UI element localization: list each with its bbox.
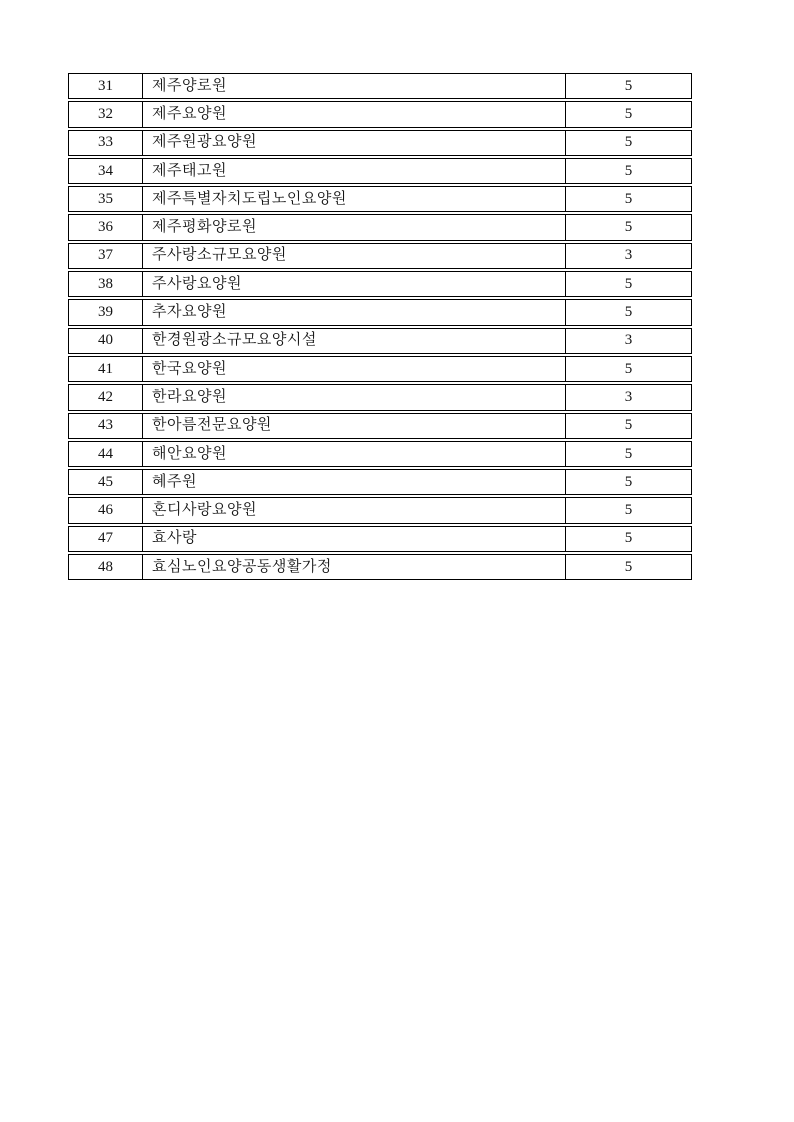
row-number-cell: 43 <box>69 414 143 438</box>
facility-name-cell: 제주원광요양원 <box>143 131 566 155</box>
table-row <box>68 356 692 382</box>
facility-value-cell: 5 <box>624 304 633 321</box>
facility-name-cell: 효사랑 <box>143 527 566 551</box>
table-row <box>68 243 692 269</box>
facility-name-cell: 제주특별자치도립노인요양원 <box>143 187 566 211</box>
facility-value-cell: 5 <box>624 445 633 462</box>
table-row <box>68 158 692 184</box>
row-number-cell: 35 <box>69 187 143 211</box>
row-number-cell: 47 <box>69 527 143 551</box>
facility-value-cell: 5 <box>624 77 633 94</box>
table-row <box>68 526 692 552</box>
row-number-cell: 36 <box>69 215 143 239</box>
facility-value-cell: 5 <box>624 558 633 575</box>
facility-value-cell: 5 <box>624 275 633 292</box>
row-number-cell: 38 <box>69 272 143 296</box>
facility-value-cell: 5 <box>624 219 633 236</box>
table-row <box>68 186 692 212</box>
row-number-cell: 33 <box>69 131 143 155</box>
table-row <box>68 413 692 439</box>
table-row <box>68 214 692 240</box>
table-row <box>68 328 692 354</box>
table-row <box>68 101 692 127</box>
facility-value-cell: 3 <box>624 388 633 405</box>
row-number-cell: 37 <box>69 244 143 268</box>
facility-name-cell: 효심노인요양공동생활가정 <box>143 555 566 579</box>
facility-value-cell: 5 <box>624 162 633 179</box>
facility-value-cell: 5 <box>624 530 633 547</box>
row-number-cell: 32 <box>69 102 143 126</box>
table-row <box>68 73 692 99</box>
facility-value-cell: 5 <box>624 134 633 151</box>
facility-value-cell: 5 <box>624 360 633 377</box>
facility-name-cell: 한라요양원 <box>143 385 566 409</box>
facility-value-cell: 5 <box>624 417 633 434</box>
table-row <box>68 299 692 325</box>
row-number-cell: 46 <box>69 498 143 522</box>
facility-name-cell: 제주평화양로원 <box>143 215 566 239</box>
table-row <box>68 441 692 467</box>
table-row <box>68 130 692 156</box>
table-row <box>68 384 692 410</box>
facility-value-cell: 5 <box>624 502 633 519</box>
facility-name-cell: 주사랑소규모요양원 <box>143 244 566 268</box>
table-row <box>68 469 692 495</box>
facility-value-cell: 5 <box>624 190 633 207</box>
facility-value-cell: 3 <box>624 332 633 349</box>
facility-name-cell: 혼디사랑요양원 <box>143 498 566 522</box>
facility-name-cell: 제주요양원 <box>143 102 566 126</box>
facility-value-cell: 3 <box>624 247 633 264</box>
row-number-cell: 41 <box>69 357 143 381</box>
row-number-cell: 39 <box>69 300 143 324</box>
facility-name-cell: 주사랑요양원 <box>143 272 566 296</box>
facility-value-cell: 5 <box>624 473 633 490</box>
row-number-cell: 44 <box>69 442 143 466</box>
facility-name-cell: 혜주원 <box>143 470 566 494</box>
facility-table <box>68 73 692 582</box>
facility-name-cell: 한국요양원 <box>143 357 566 381</box>
facility-name-cell: 추자요양원 <box>143 300 566 324</box>
row-number-cell: 34 <box>69 159 143 183</box>
row-number-cell: 45 <box>69 470 143 494</box>
row-number-cell: 40 <box>69 329 143 353</box>
table-row <box>68 554 692 580</box>
facility-name-cell: 해안요양원 <box>143 442 566 466</box>
row-number-cell: 31 <box>69 74 143 98</box>
facility-name-cell: 제주양로원 <box>143 74 566 98</box>
table-row <box>68 271 692 297</box>
row-number-cell: 48 <box>69 555 143 579</box>
facility-name-cell: 한경원광소규모요양시설 <box>143 329 566 353</box>
facility-name-cell: 한아름전문요양원 <box>143 414 566 438</box>
table-row <box>68 497 692 523</box>
row-number-cell: 42 <box>69 385 143 409</box>
facility-value-cell: 5 <box>624 105 633 122</box>
facility-name-cell: 제주태고원 <box>143 159 566 183</box>
